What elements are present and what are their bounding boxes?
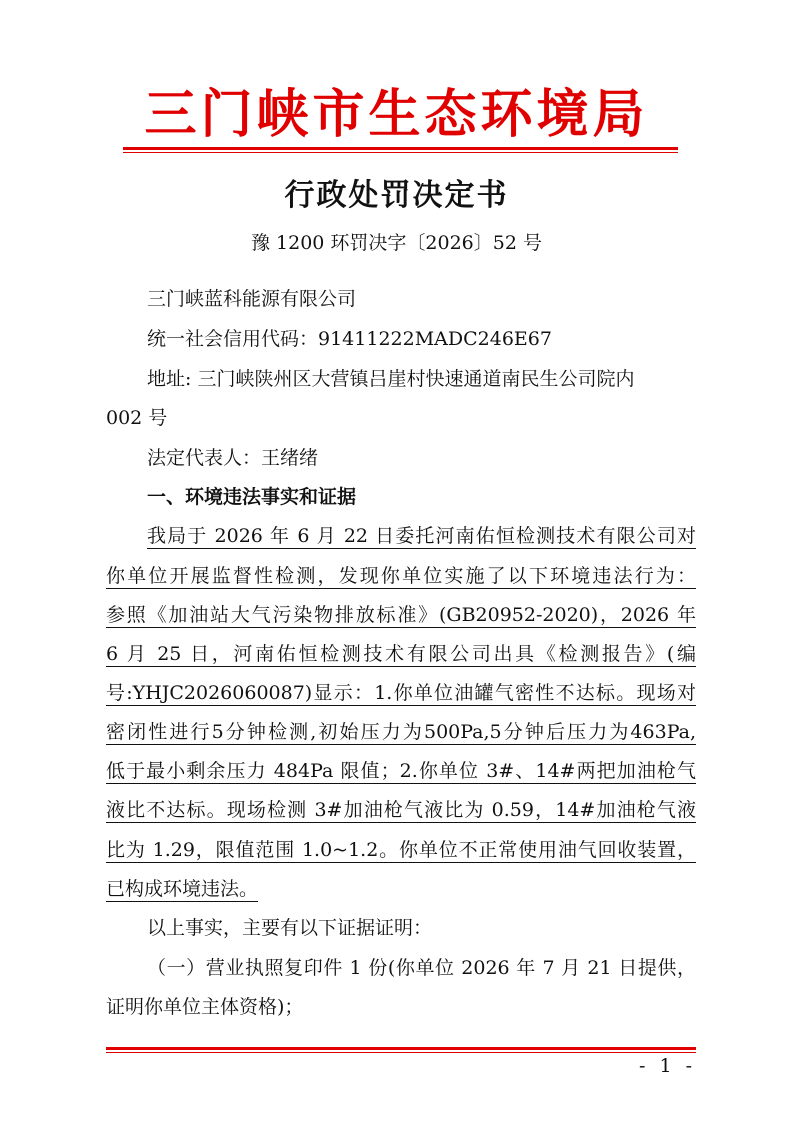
- facts-line: 参照《加油站大气污染物排放标准》(GB20952-2020)，2026 年: [106, 604, 696, 626]
- party-name: 三门峡蓝科能源有限公司: [147, 288, 357, 310]
- facts-line: 密闭性进行5分钟检测,初始压力为500Pa,5分钟后压力为463Pa,: [106, 721, 696, 743]
- address-line-continued: 002 号: [106, 407, 168, 429]
- footer-rule: [106, 1047, 696, 1050]
- facts-line: 低于最小剩余压力 484Pa 限值；2.你单位 3#、14#两把加油枪气: [106, 760, 696, 782]
- facts-line: 号:YHJC2026060087)显示：1.你单位油罐气密性不达标。现场对: [106, 682, 696, 704]
- facts-line: 我局于 2026 年 6 月 22 日委托河南佑恒检测技术有限公司对: [147, 525, 696, 547]
- facts-line: 你单位开展监督性检测，发现你单位实施了以下环境违法行为：: [106, 565, 696, 587]
- facts-line: 6 月 25 日，河南佑恒检测技术有限公司出具《检测报告》(编: [106, 643, 696, 665]
- evidence-item: （一）营业执照复印件 1 份(你单位 2026 年 7 月 21 日提供，: [147, 957, 696, 979]
- section-heading: 一、环境违法事实和证据: [147, 486, 357, 508]
- facts-line: 比为 1.29，限值范围 1.0~1.2。你单位不正常使用油气回收装置，: [106, 839, 696, 861]
- evidence-intro: 以上事实，主要有以下证据证明：: [147, 917, 433, 939]
- facts-line: 液比不达标。现场检测 3#加油枪气液比为 0.59，14#加油枪气液: [106, 799, 696, 821]
- document-title: 行政处罚决定书: [284, 178, 509, 213]
- page-number: - 1 -: [638, 1055, 696, 1077]
- legal-representative: 法定代表人：王绪绪: [147, 447, 319, 469]
- facts-line: 已构成环境违法。: [106, 878, 259, 900]
- credit-code: 统一社会信用代码：91411222MADC246E67: [147, 328, 552, 350]
- agency-header: 三门峡市生态环境局: [144, 84, 649, 145]
- footer-rule-thin: [106, 1052, 696, 1053]
- header-rule-thin: [123, 152, 678, 153]
- header-rule: [123, 147, 678, 150]
- address-line: 地址: 三门峡陕州区大营镇吕崖村快速通道南民生公司院内: [147, 368, 635, 390]
- document-number: 豫 1200 环罚决字〔2026〕52 号: [250, 232, 542, 254]
- evidence-item-continued: 证明你单位主体资格)；: [106, 996, 304, 1018]
